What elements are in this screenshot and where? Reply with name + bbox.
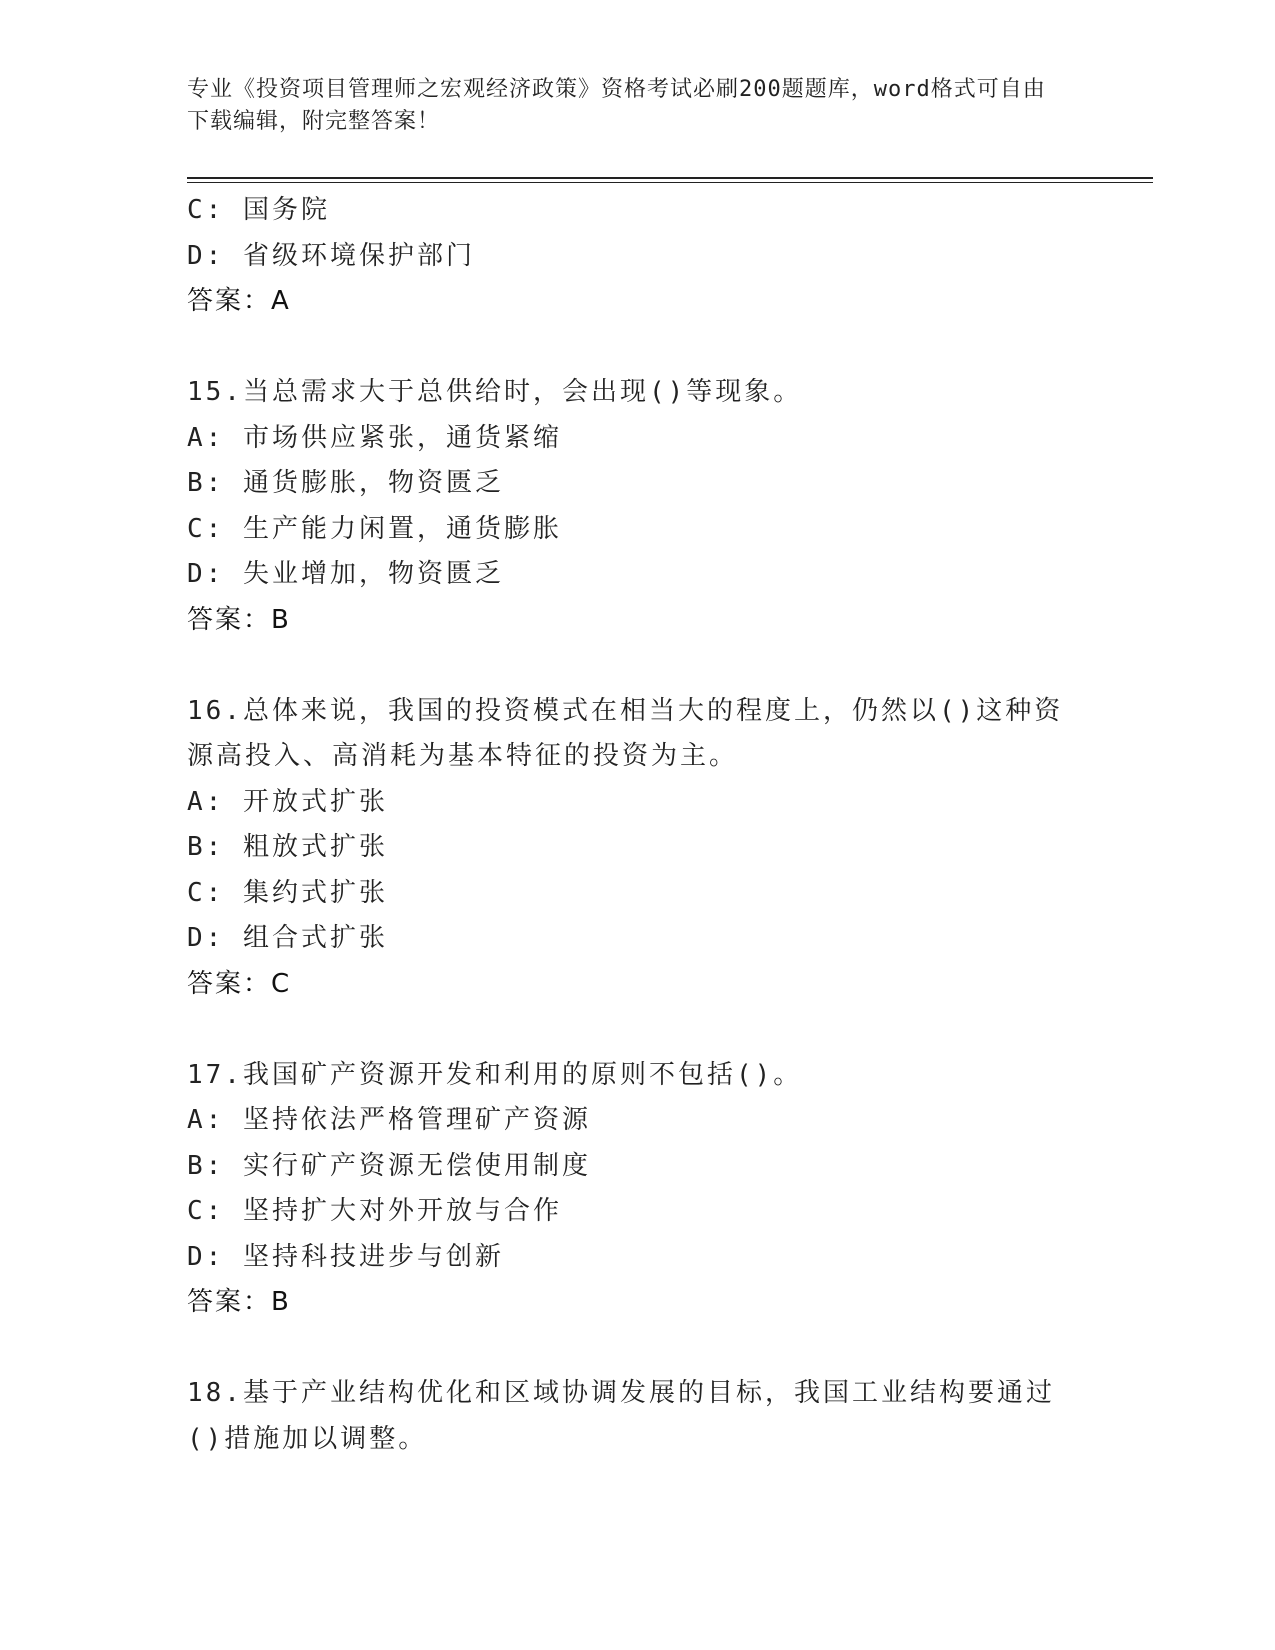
question-block-14 [187,188,1087,325]
option-b: B: 实行矿产资源无偿使用制度 [187,1150,591,1181]
option-a: A: 坚持依法严格管理矿产资源 [187,1105,591,1135]
answer-line: 答案：B [187,1287,291,1317]
option-b: B: 通货膨胀，物资匮乏 [187,468,504,498]
answer-line: 答案：B [187,604,291,635]
question-text: 15.当总需求大于总供给时，会出现()等现象。 [187,377,803,407]
option-d: D: 组合式扩张 [187,923,388,953]
question-text: 17.我国矿产资源开发和利用的原则不包括()。 [187,1059,803,1090]
option-d: D: 省级环境保护部门 [187,240,475,271]
answer-line: 答案：C [187,968,292,999]
document-header: 专业《投资项目管理师之宏观经济政策》资格考试必刷200题题库，word格式可自由下载编辑，附完整答案！ [187,77,1046,134]
question-text: 18.基于产业结构优化和区域协调发展的目标，我国工业结构要通过()措施加以调整。 [187,1378,1055,1454]
option-c: C: 生产能力闲置，通货膨胀 [187,513,562,544]
option-a: A: 市场供应紧张，通货紧缩 [187,422,562,453]
header-rule-thin [187,182,1153,183]
question-block-17 [187,1053,1087,1326]
spacer [187,1326,1087,1372]
option-c: C: 国务院 [187,195,330,225]
header-rule-thick [187,177,1153,179]
option-c: C: 集约式扩张 [187,877,388,908]
answer-line: 答案：A [187,286,291,316]
question-block-16 [187,689,1087,1008]
spacer [187,1007,1087,1053]
spacer [187,325,1087,371]
option-c: C: 坚持扩大对外开放与合作 [187,1196,562,1226]
option-d: D: 失业增加，物资匮乏 [187,559,504,589]
option-a: A: 开放式扩张 [187,786,388,817]
option-d: D: 坚持科技进步与创新 [187,1241,504,1272]
option-b: B: 粗放式扩张 [187,832,388,862]
question-content [187,188,1087,1462]
question-block-15 [187,370,1087,643]
spacer [187,643,1087,689]
question-text: 16.总体来说，我国的投资模式在相当大的程度上，仍然以()这种资源高投入、高消耗为基本特征的投资为主。 [187,695,1064,771]
question-block-18 [187,1371,1087,1462]
